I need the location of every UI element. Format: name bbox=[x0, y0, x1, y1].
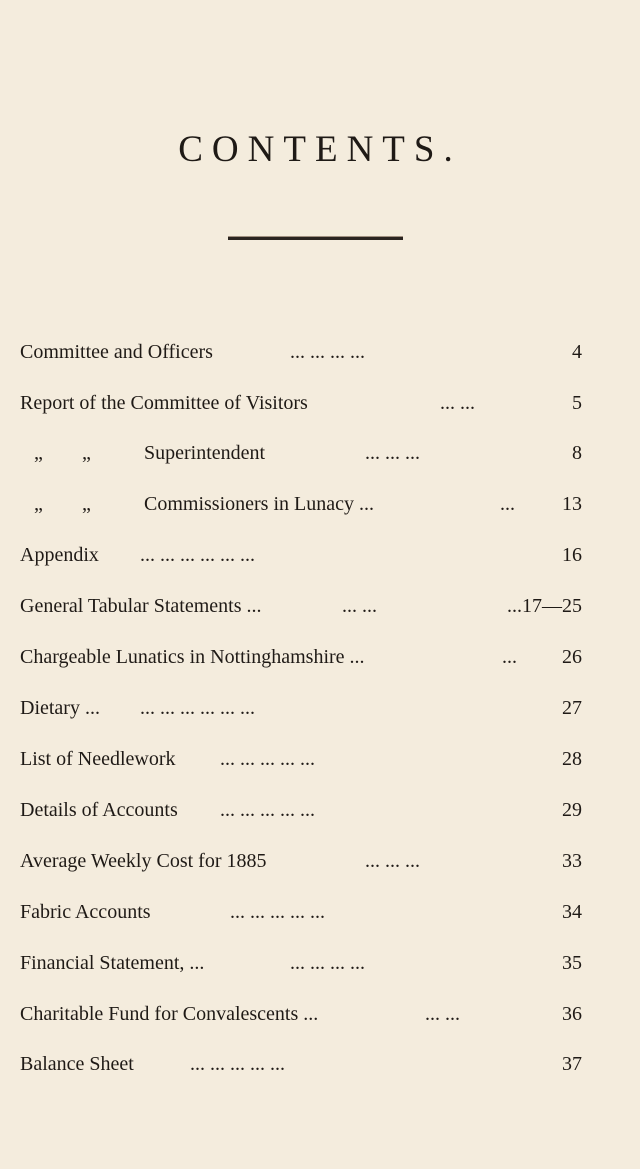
toc-entry-label: Committee and Officers bbox=[20, 341, 213, 363]
toc-entry-page: 37 bbox=[562, 1053, 582, 1075]
toc-entry-page: 28 bbox=[562, 748, 582, 770]
ditto-mark: „ bbox=[34, 442, 43, 464]
toc-entry bbox=[20, 640, 582, 674]
toc-entry-label: Chargeable Lunatics in Nottinghamshire ... bbox=[20, 646, 365, 668]
toc-entry-label: Commissioners in Lunacy ... bbox=[144, 493, 374, 515]
toc-entry-leader: ... bbox=[502, 646, 517, 668]
toc-entry bbox=[20, 436, 582, 470]
toc-entry-label: Average Weekly Cost for 1885 bbox=[20, 850, 267, 872]
toc-entry-label: Superintendent bbox=[144, 442, 266, 464]
toc-entry bbox=[20, 1047, 582, 1081]
toc-entry-leader: ... ... ... ... ... bbox=[220, 748, 315, 770]
toc-entry-label: Balance Sheet bbox=[20, 1053, 134, 1075]
toc-entry-page: 5 bbox=[572, 392, 582, 414]
toc-entry-page: 26 bbox=[562, 646, 582, 668]
toc-entry-page: 4 bbox=[572, 341, 582, 363]
toc-entry-leader: ... ... bbox=[342, 595, 377, 617]
toc-entry-label: Report of the Committee of Visitors bbox=[20, 392, 308, 414]
page-title: CONTENTS. bbox=[178, 129, 462, 170]
toc-entry-leader: ... bbox=[500, 493, 515, 515]
toc-entry-page: 27 bbox=[562, 697, 582, 719]
toc-entry bbox=[20, 589, 582, 623]
toc-entry-page: 34 bbox=[562, 901, 582, 923]
toc-entry-label: Charitable Fund for Convalescents ... bbox=[20, 1003, 319, 1025]
toc-entry bbox=[20, 538, 582, 572]
toc-entry-leader: ... ... ... ... ... bbox=[190, 1053, 285, 1075]
toc-entry bbox=[20, 742, 582, 776]
toc-entry-page: 8 bbox=[572, 442, 582, 464]
toc-entry-page: 33 bbox=[562, 850, 582, 872]
toc-entry-leader: ... ... ... ... ... bbox=[230, 901, 325, 923]
toc-entry bbox=[20, 946, 582, 980]
toc-entry-leader: ... ... bbox=[425, 1003, 460, 1025]
toc-entry bbox=[20, 895, 582, 929]
ditto-mark: „ bbox=[82, 442, 91, 464]
toc-entry-leader: ... ... ... ... ... ... bbox=[140, 544, 255, 566]
toc-entry-page: 36 bbox=[562, 1003, 582, 1025]
toc-entry-leader: ... ... ... ... ... ... bbox=[140, 697, 255, 719]
ditto-mark: „ bbox=[82, 493, 91, 515]
toc-entry bbox=[20, 487, 582, 521]
toc-entry bbox=[20, 997, 582, 1031]
toc-entry-page: 29 bbox=[562, 799, 582, 821]
toc-entry bbox=[20, 793, 582, 827]
toc-entry-leader: ... ... ... ... bbox=[290, 341, 365, 363]
toc-entry-leader: ... ... ... bbox=[365, 850, 420, 872]
toc-entry-leader: ... ... ... bbox=[365, 442, 420, 464]
toc-entry-label: List of Needlework bbox=[20, 748, 176, 770]
toc-entry-leader: ... ... bbox=[440, 392, 475, 414]
toc-entry-label: Details of Accounts bbox=[20, 799, 178, 821]
toc-entry-leader: ... ... ... ... ... bbox=[220, 799, 315, 821]
toc-entry-page: ...17—25 bbox=[507, 595, 582, 617]
toc-entry-label: Dietary ... bbox=[20, 697, 100, 719]
ditto-mark: „ bbox=[34, 493, 43, 515]
toc-entry bbox=[20, 691, 582, 725]
toc-entry-label: Financial Statement, ... bbox=[20, 952, 205, 974]
toc-entry bbox=[20, 844, 582, 878]
toc-entry-label: General Tabular Statements ... bbox=[20, 595, 262, 617]
toc-entry-page: 13 bbox=[562, 493, 582, 515]
toc-entry-page: 16 bbox=[562, 544, 582, 566]
toc-entry-label: Appendix bbox=[20, 544, 99, 566]
toc-entry-leader: ... ... ... ... bbox=[290, 952, 365, 974]
toc-entry bbox=[20, 386, 582, 420]
toc-entry-page: 35 bbox=[562, 952, 582, 974]
toc-entry-label: Fabric Accounts bbox=[20, 901, 151, 923]
toc-entry bbox=[20, 335, 582, 369]
